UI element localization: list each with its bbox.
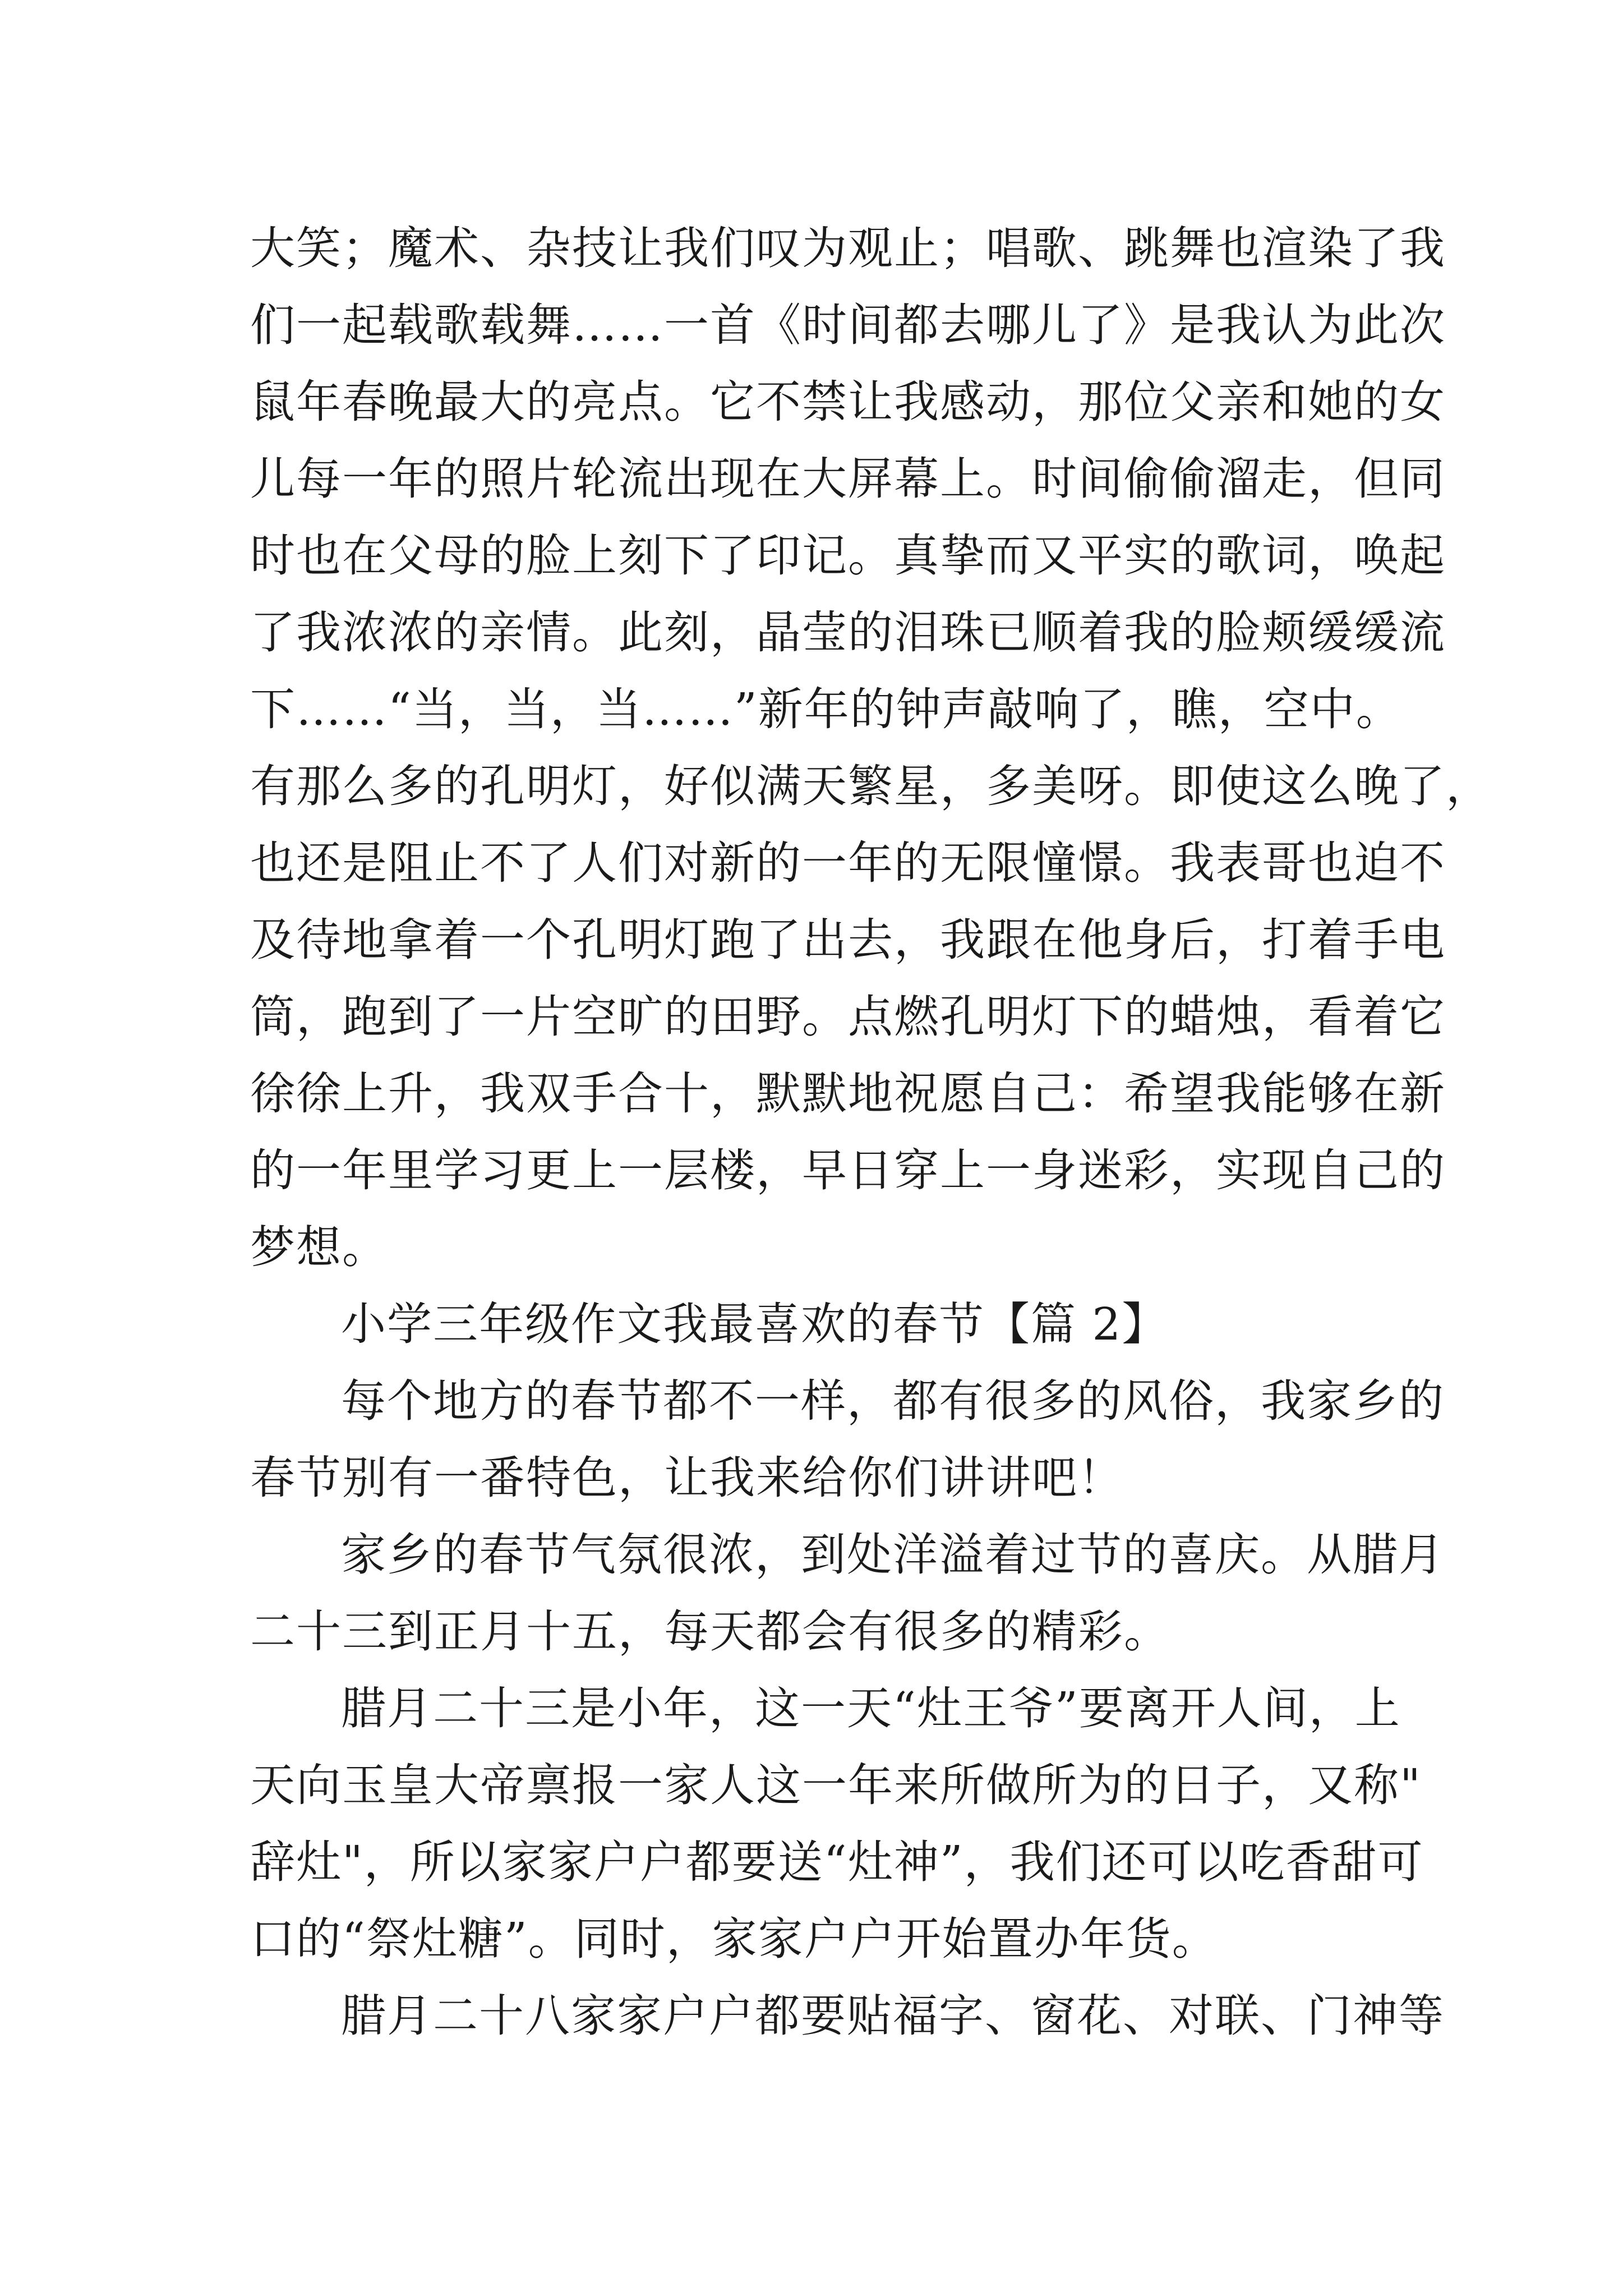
text-line: 鼠年春晚最大的亮点。它不禁让我感动，那位父亲和她的女 xyxy=(250,376,1446,428)
text-line: 筒，跑到了一片空旷的田野。点燃孔明灯下的蜡烛，看着它 xyxy=(250,991,1446,1043)
text-line: 腊月二十三是小年，这一天“灶王爷”要离开人间，上 xyxy=(341,1682,1401,1734)
text-line: 及待地拿着一个孔明灯跑了出去，我跟在他身后，打着手电 xyxy=(250,914,1446,966)
text-line: 了我浓浓的亲情。此刻，晶莹的泪珠已顺着我的脸颊缓缓流 xyxy=(250,606,1446,659)
text-line: 二十三到正月十五，每天都会有很多的精彩。 xyxy=(250,1605,1170,1658)
text-line: 每个地方的春节都不一样，都有很多的风俗，我家乡的 xyxy=(341,1375,1445,1427)
document-body xyxy=(250,210,1492,2054)
text-line: 大笑；魔术、杂技让我们叹为观止；唱歌、跳舞也渲染了我 xyxy=(250,222,1446,274)
text-line: 时也在父母的脸上刻下了印记。真挚而又平实的歌词，唤起 xyxy=(250,530,1446,582)
text-line: 们一起载歌载舞……一首《时间都去哪儿了》是我认为此次 xyxy=(250,299,1446,351)
text-line: 也还是阻止不了人们对新的一年的无限憧憬。我表哥也迫不 xyxy=(250,837,1446,889)
text-line: 家乡的春节气氛很浓，到处洋溢着过节的喜庆。从腊月 xyxy=(341,1529,1445,1581)
text-line: 春节别有一番特色，让我来给你们讲讲吧！ xyxy=(250,1452,1124,1504)
text-line: 徐徐上升，我双手合十，默默地祝愿自己：希望我能够在新 xyxy=(250,1068,1446,1120)
text-line: 辞灶"，所以家家户户都要送“灶神”，我们还可以吃香甜可 xyxy=(250,1836,1424,1888)
text-line: 腊月二十八家家户户都要贴福字、窗花、对联、门神等 xyxy=(341,1990,1445,2042)
section-heading: 小学三年级作文我最喜欢的春节【篇 2】 xyxy=(341,1298,1168,1350)
text-line: 儿每一年的照片轮流出现在大屏幕上。时间偷偷溜走，但同 xyxy=(250,453,1446,505)
text-line: 天向玉皇大帝禀报一家人这一年来所做所为的日子，又称" xyxy=(250,1759,1422,1811)
text-line: 口的“祭灶糖”。同时，家家户户开始置办年货。 xyxy=(250,1913,1218,1965)
text-line: 梦想。 xyxy=(250,1221,388,1273)
text-line: 下……“当，当，当……”新年的钟声敲响了，瞧，空中。 xyxy=(250,683,1402,735)
text-line: 有那么多的孔明灯，好似满天繁星，多美呀。即使这么晚了， xyxy=(250,760,1492,812)
text-line: 的一年里学习更上一层楼，早日穿上一身迷彩，实现自己的 xyxy=(250,1144,1446,1197)
